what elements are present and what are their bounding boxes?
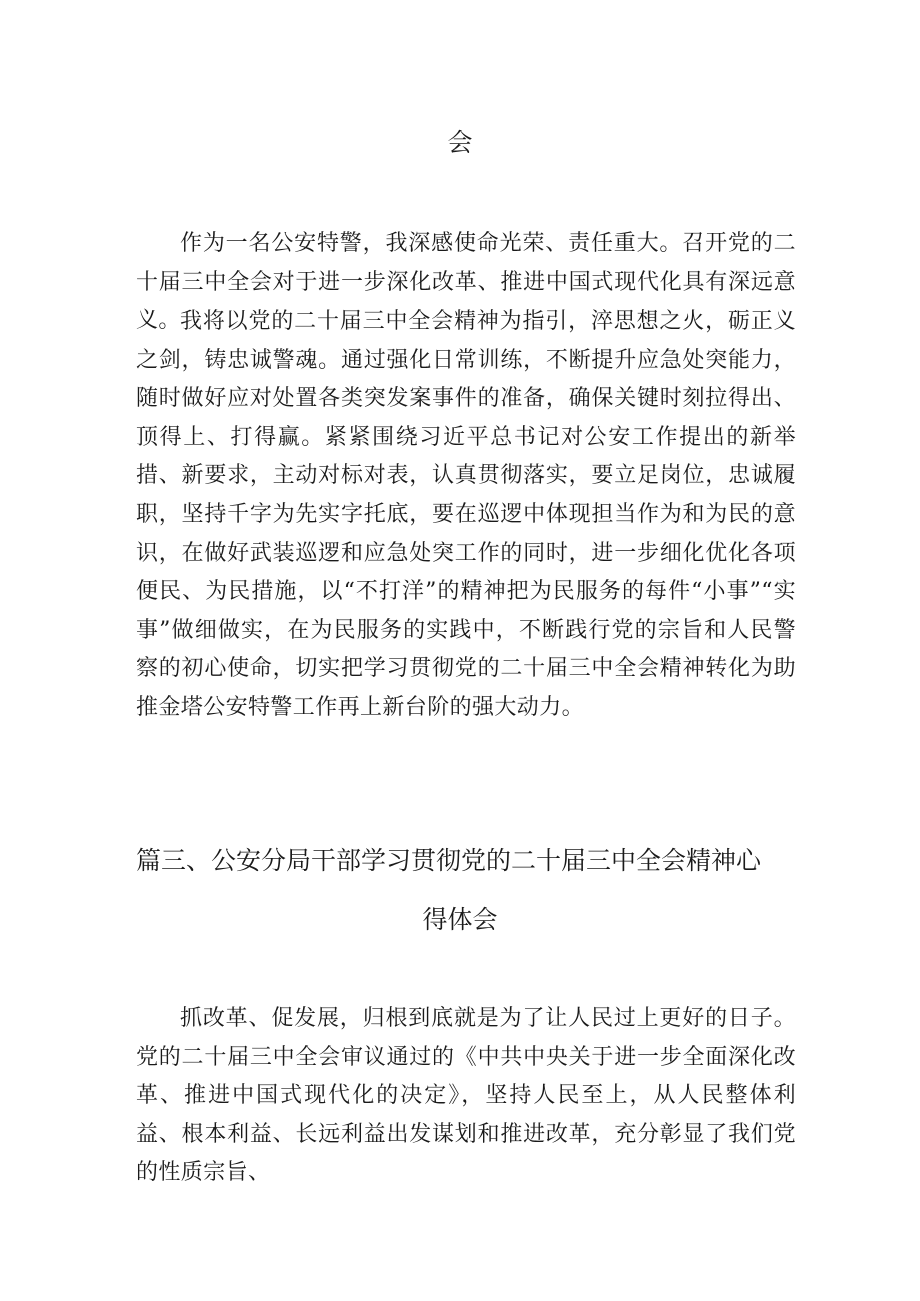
section-three-heading-line1: 篇三、公安分局干部学习贯彻党的二十届三中全会精神心 <box>136 846 762 875</box>
paragraph: 作为一名公安特警，我深感使命光荣、责任重大。召开党的二十届三中全会对于进一步深化改革、推进中国式现代化具有深远意义。 <box>136 231 796 334</box>
paragraph: 抓改革、促发展，归根到底就是为了让人民过上更好的日子。党的二十届三中全会审议通过的《中共中央关于进一步全面深化改革、推进中国式现代化的决定》，坚持人民至上，从人民整体利益、根本利益、长远利益出发谋划和推进改革，充分彰显了我们党的性质宗旨、 <box>136 1006 796 1186</box>
section-heading-tail: 会 <box>447 128 473 157</box>
paragraph: 我将以党的二十届三中全会精神为指引，淬思想之火，砺正义之剑，铸忠诚警魂。通过强化日常训练，不断提升应急处突能力，随时做好应对处置各类突发案事件的准备，确保关键时刻拉得出、顶得上、打得赢。紧紧围绕习近平总书记对公安工作提出的新举措、新要求，主动对标对表，认真贯彻落实，要立足岗位，忠诚履职，坚持千字为先实字托底，要在巡逻中体现担当作为和为民的意识，在做好武装巡逻和应急处突工作的同时，进一步细化优化各项便民、为民措施，以“不打洋”的精神把为民服务的每件“小事”“实事”做细做实，在为民服务的实践中，不断践行党的宗旨和人民警察的初心使命，切实把学习贯彻党的二十届三中全会精神转化为助推金塔公安特警工作再上新台阶的强大动力。 <box>136 309 796 720</box>
section-three-heading-line2: 得体会 <box>422 905 498 934</box>
